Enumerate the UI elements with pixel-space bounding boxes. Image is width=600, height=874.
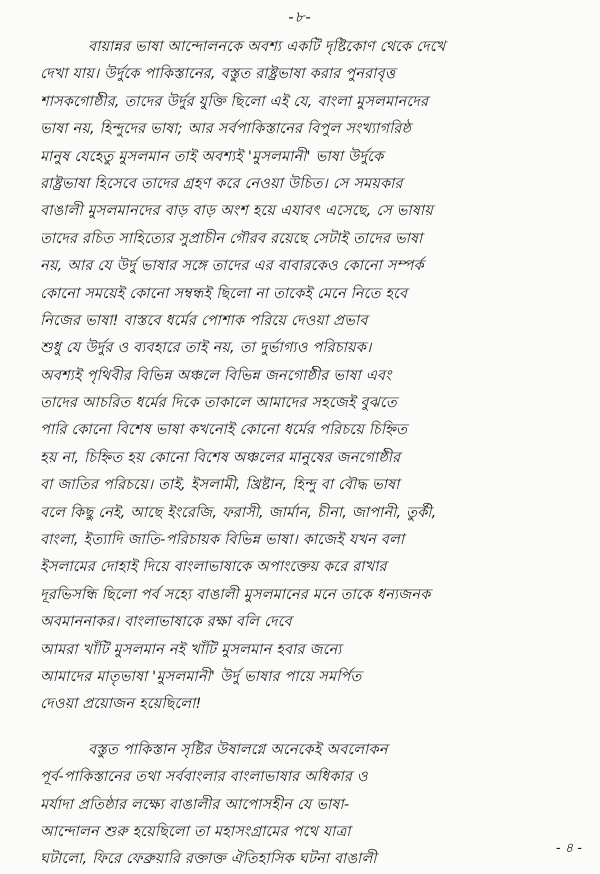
text-line: আন্দোলন শুরু হয়েছিলো তা মহাসংগ্রামের পথে যাত্রা: [40, 823, 351, 840]
text-line: বাংলা, ইত্যাদি জাতি-পরিচায়ক বিভিন্ন ভাষা। কাজেই যখন বলা: [40, 532, 405, 549]
text-line: অবমাননাকর। বাংলাভাষাকে রক্ষা বলি দেবে: [40, 614, 292, 631]
text-line: পারি কোনো বিশেষ ভাষা কখনোই কোনো ধর্মের পরিচয়ে চিহ্নিত: [40, 422, 408, 439]
text-line: পূর্ব-পাকিস্তানের তথা সর্ববাংলার বাংলাভাষার অধিকার ও: [40, 769, 368, 786]
text-line: তাদের রচিত সাহিত্যের সুপ্রাচীন গৌরব রয়েছে সেটাই তাদের ভাষা: [40, 230, 423, 247]
text-line: মর্যাদা প্রতিষ্ঠার লক্ষ্যে বাঙালীর আপোসহীন যে ভাষা-: [40, 796, 350, 813]
text-line: অবশ্যই পৃথিবীর বিভিন্ন অঞ্চলে বিভিন্ন জনগোষ্ঠীর ভাষা এবং: [40, 367, 392, 384]
page-number-bottom: - ৪ -: [555, 841, 582, 856]
text-line: ঘটালো, ফিরে ফেব্রুয়ারি রক্তাক্ত ঐতিহাসিক ঘটনা বাঙালী: [40, 851, 377, 868]
manuscript-body: [40, 34, 580, 874]
text-line: বা জাতির পরিচয়ে। তাই, ইসলামী, খ্রিষ্টান, হিন্দু বা বৌদ্ধ ভাষা: [40, 477, 400, 494]
text-line: আমাদের মাতৃভাষা 'মুসলমানী' উর্দু ভাষার পায়ে সমর্পিত: [40, 668, 362, 685]
text-line: ইসলামের দোহাই দিয়ে বাংলাভাষাকে অপাংক্তেয় করে রাখার: [40, 559, 387, 576]
text-line: দূরভিসন্ধি ছিলো পর্ব সহ্যে বাঙালী মুসলমানের মনে তাকে ধন্যজনক: [40, 586, 431, 603]
text-line: মানুষ যেহেতু মুসলমান তাই অবশ্যই 'মুসলমানী' ভাষা উর্দুকে: [40, 148, 384, 165]
text-line: বস্তুত পাকিস্তান সৃষ্টির উষালগ্নে অনেকেই অবলোকন: [88, 741, 388, 758]
text-line: ভাষা নয়, হিন্দুদের ভাষা; আর সর্বপাকিস্তানের বিপুল সংখ্যাগরিষ্ঠ: [40, 121, 412, 138]
paragraph-1: [40, 34, 580, 719]
text-line: শুধু যে উর্দুর ও ব্যবহারে তাই নয়, তা দুর্ভাগ্যও পরিচায়ক।: [40, 340, 372, 357]
text-line: রাষ্ট্রভাষা হিসেবে তাদের গ্রহণ করে নেওয়া উচিত। সে সময়কার: [40, 175, 403, 192]
text-line: আমরা খাঁটি মুসলমান নই খাঁটি মুসলমান হবার জন্যে: [40, 641, 342, 658]
text-line: বলে কিছু নেই, আছে ইংরেজি, ফরাসী, জার্মান, চীনা, জাপানী, তুর্কী,: [40, 504, 437, 521]
text-line: কোনো সময়েই কোনো সম্বন্ধই ছিলো না তাকেই মেনে নিতে হবে: [40, 285, 408, 302]
text-line: তাদের আচরিত ধর্মের দিকে তাকালে আমাদের সহজেই বুঝতে: [40, 395, 397, 412]
text-line: নয়, আর যে উর্দু ভাষার সঙ্গে তাদের এর বাবারকেও কোনো সম্পর্ক: [40, 258, 424, 275]
page-number-top: -৮-: [288, 8, 312, 26]
text-line: বাঙালী মুসলমানদের বাড় বাড় অংশ হয়ে এযাবৎ এসেছে, সে ভাষায়: [40, 203, 434, 220]
paragraph-gap: [40, 719, 580, 737]
text-line: দেওয়া প্রয়োজন হয়েছিলো!: [40, 696, 202, 713]
text-line: নিজের ভাষা! বাস্তবে ধর্মের পোশাক পরিয়ে দেওয়া প্রভাব: [40, 312, 368, 329]
text-line: হয় না, চিহ্নিত হয় কোনো বিশেষ অঞ্চলের মানুষের জনগোষ্ঠীর: [40, 449, 401, 466]
text-line: বায়ান্নর ভাষা আন্দোলনকে অবশ্য একটি দৃষ্টিকোণ থেকে দেখে: [88, 39, 446, 55]
text-line: শাসকগোষ্ঠীর, তাদের উর্দুর যুক্তি ছিলো এই যে, বাংলা মুসলমানদের: [40, 93, 429, 110]
text-line: দেখা যায়। উর্দুকে পাকিস্তানের, বস্তুত রাষ্ট্রভাষা করার পুনরাবৃত্ত: [40, 66, 396, 83]
paragraph-2: [40, 737, 580, 874]
